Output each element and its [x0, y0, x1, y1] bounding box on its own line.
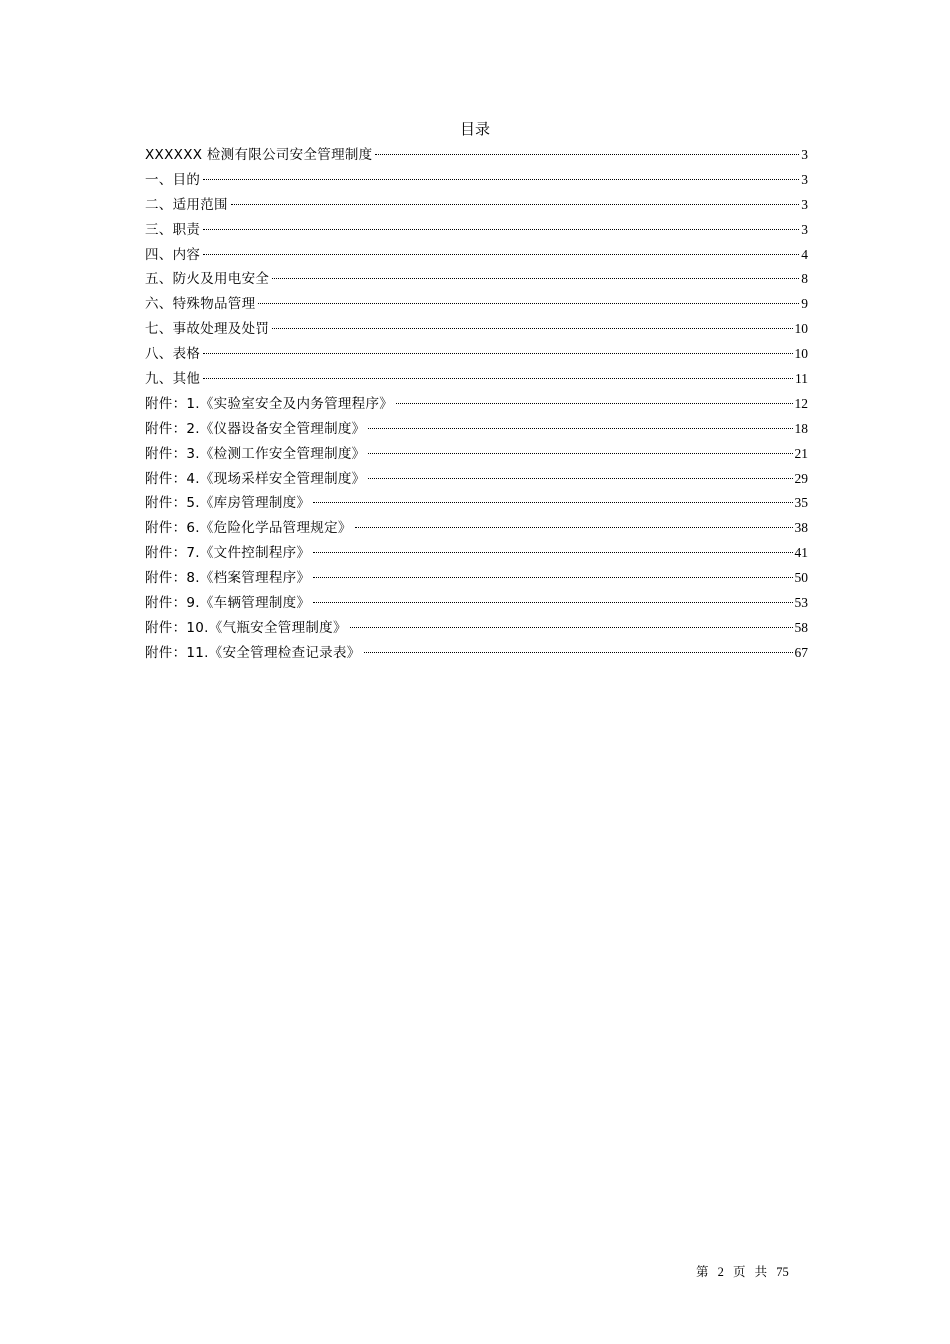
toc-entry-page: 3 [801, 196, 808, 212]
toc-entry-page: 50 [794, 570, 808, 586]
toc-dot-leader [272, 278, 799, 279]
toc-dot-leader [203, 179, 799, 180]
footer-total-pages: 75 [776, 1265, 789, 1279]
toc-entry-label: 附件：3.《检测工作安全管理制度》 [145, 445, 366, 462]
toc-entry-label: 四、内容 [145, 246, 201, 263]
toc-entry-page: 8 [801, 271, 808, 287]
toc-entry-label: 附件：6.《危险化学品管理规定》 [145, 520, 352, 537]
toc-entry-page: 53 [794, 595, 808, 611]
toc-entry[interactable] [145, 491, 808, 516]
toc-entry[interactable] [145, 143, 808, 168]
toc-entry-label: 八、表格 [145, 346, 201, 363]
toc-entry-page: 29 [794, 470, 808, 486]
toc-entry[interactable] [145, 267, 808, 292]
toc-entry[interactable] [145, 342, 808, 367]
toc-entry-label: XXXXXX 检测有限公司安全管理制度 [145, 147, 373, 163]
toc-entry[interactable] [145, 168, 808, 193]
toc-entry-page: 3 [801, 147, 808, 162]
toc-title: 目录 [459, 120, 490, 138]
toc-entry-label: 附件：7.《文件控制程序》 [145, 545, 311, 562]
toc-entry-label: 附件：11.《安全管理检查记录表》 [145, 644, 361, 661]
page-footer [696, 1262, 795, 1280]
table-of-contents [145, 143, 808, 666]
toc-dot-leader [313, 552, 792, 553]
toc-entry[interactable] [145, 641, 808, 666]
toc-entry[interactable] [145, 292, 808, 317]
toc-entry-page: 10 [794, 346, 808, 362]
toc-dot-leader [364, 652, 793, 653]
toc-entry-page: 9 [801, 296, 808, 312]
toc-entry-label: 附件：8.《档案管理程序》 [145, 570, 311, 587]
toc-entry-label: 一、目的 [145, 171, 201, 188]
toc-entry-label: 九、其他 [145, 371, 201, 388]
toc-entry-page: 21 [794, 445, 808, 461]
toc-dot-leader [203, 353, 792, 354]
toc-entry-label: 六、特殊物品管理 [145, 296, 256, 313]
toc-entry-label: 附件：10.《气瓶安全管理制度》 [145, 619, 347, 636]
toc-dot-leader [313, 577, 792, 578]
toc-entry-page: 3 [801, 221, 808, 237]
footer-current-page: 2 [717, 1265, 724, 1279]
toc-entry-label: 三、职责 [145, 221, 201, 238]
toc-entry[interactable] [145, 616, 808, 641]
toc-entry-page: 11 [795, 371, 808, 387]
toc-entry-page: 3 [801, 171, 808, 187]
toc-dot-leader [313, 602, 792, 603]
toc-entry[interactable] [145, 417, 808, 442]
toc-entry-page: 4 [801, 246, 808, 262]
toc-entry-page: 35 [794, 495, 808, 511]
toc-entry-label: 二、适用范围 [145, 196, 228, 213]
toc-entry-page: 67 [794, 644, 808, 660]
toc-entry[interactable] [145, 591, 808, 616]
toc-entry-label: 附件：5.《库房管理制度》 [145, 495, 311, 512]
toc-entry[interactable] [145, 516, 808, 541]
footer-page-word: 页 [733, 1265, 746, 1279]
toc-dot-leader [203, 254, 799, 255]
toc-entry[interactable] [145, 317, 808, 342]
toc-dot-leader [396, 403, 792, 404]
toc-entry[interactable] [145, 566, 808, 591]
footer-total-label: 共 [754, 1265, 768, 1279]
toc-dot-leader [231, 204, 799, 205]
toc-dot-leader [258, 303, 799, 304]
toc-entry[interactable] [145, 467, 808, 492]
toc-entry-page: 10 [794, 321, 808, 337]
toc-dot-leader [203, 229, 799, 230]
toc-dot-leader [313, 502, 792, 503]
toc-entry-page: 38 [794, 520, 808, 536]
toc-entry-label: 附件：9.《车辆管理制度》 [145, 595, 311, 612]
toc-entry[interactable] [145, 392, 808, 417]
toc-dot-leader [350, 627, 793, 628]
toc-entry[interactable] [145, 243, 808, 268]
toc-entry[interactable] [145, 367, 808, 392]
toc-dot-leader [368, 428, 792, 429]
toc-dot-leader [368, 453, 792, 454]
toc-dot-leader [368, 478, 792, 479]
footer-prefix: 第 [696, 1265, 709, 1279]
toc-entry-label: 附件：4.《现场采样安全管理制度》 [145, 470, 366, 487]
toc-entry[interactable] [145, 442, 808, 467]
toc-entry[interactable] [145, 218, 808, 243]
toc-entry-label: 七、事故处理及处罚 [145, 321, 270, 338]
toc-entry[interactable] [145, 193, 808, 218]
toc-entry-label: 附件：1.《实验室安全及内务管理程序》 [145, 395, 394, 412]
toc-dot-leader [355, 527, 793, 528]
toc-dot-leader [203, 378, 793, 379]
toc-entry-page: 18 [794, 420, 808, 436]
toc-entry-page: 12 [794, 395, 808, 411]
toc-dot-leader [375, 154, 799, 155]
toc-entry[interactable] [145, 541, 808, 566]
toc-entry-page: 41 [794, 545, 808, 561]
toc-entry-label: 五、防火及用电安全 [145, 271, 270, 288]
toc-dot-leader [272, 328, 792, 329]
toc-entry-label: 附件：2.《仪器设备安全管理制度》 [145, 420, 366, 437]
toc-entry-page: 58 [794, 619, 808, 635]
